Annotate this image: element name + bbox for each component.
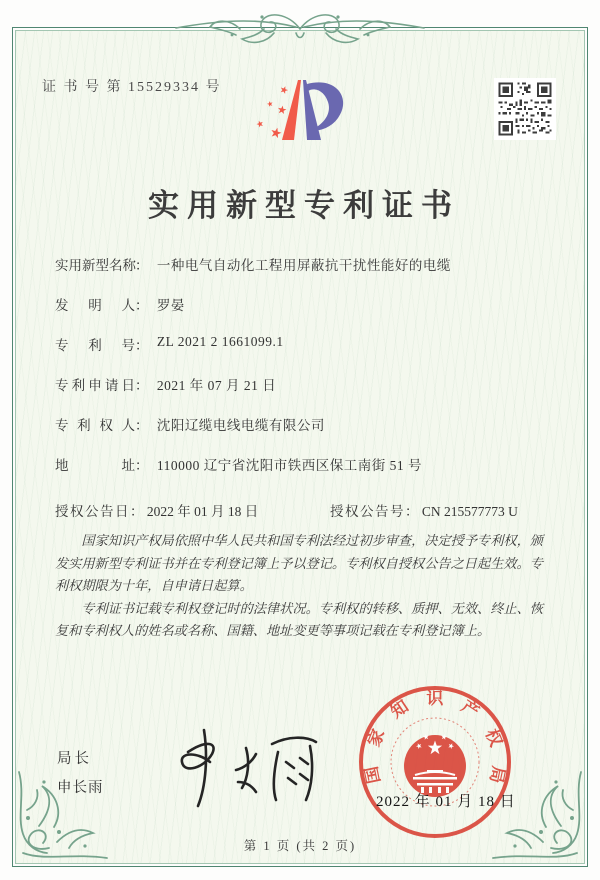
grant-number-colon: ：: [405, 504, 419, 519]
field-list: [55, 254, 560, 494]
grant-date-colon: ：: [130, 504, 144, 519]
top-flourish-ornament: [170, 5, 430, 51]
field-colon: ：: [135, 378, 149, 393]
certificate-title: 实用新型专利证书: [148, 188, 460, 223]
field-label: 实用新型名称: [55, 258, 136, 273]
field-row-filing-date: [55, 374, 560, 414]
grant-date-value: 2022 年 01 月 18 日: [146, 504, 259, 519]
grant-number-value: CN 215577773 U: [421, 504, 518, 519]
field-row-address: [55, 454, 560, 494]
field-colon: ：: [135, 338, 149, 353]
field-label: 专 利 权 人: [55, 418, 135, 433]
grant-date-label: 授权公告日: [55, 504, 130, 519]
field-value: 2021 年 07 月 21 日: [156, 378, 277, 393]
grant-row: [55, 500, 518, 520]
grant-number-label: 授权公告号: [330, 504, 405, 519]
field-row-patentee: [55, 414, 560, 454]
field-colon: ：: [135, 258, 149, 273]
field-value: 一种电气自动化工程用屏蔽抗干扰性能好的电缆: [156, 258, 451, 273]
field-label: 专利申请日: [55, 378, 135, 393]
qr-code: [494, 78, 556, 140]
cnipa-logo-icon: [248, 76, 353, 161]
field-colon: ：: [135, 298, 149, 313]
grant-number: [330, 500, 518, 520]
field-label: 发 明 人: [55, 298, 135, 313]
field-label: 地 址: [55, 458, 135, 473]
seal-date: 2022 年 01 月 18 日: [376, 794, 516, 810]
commissioner-title: 局长: [57, 751, 92, 767]
field-label: 专 利 号: [55, 338, 135, 353]
grant-date: [55, 504, 258, 519]
commissioner-name: 申长雨: [57, 780, 104, 796]
handwritten-signature: [160, 722, 320, 817]
field-value: 罗晏: [156, 298, 185, 313]
field-value: 沈阳辽缆电线电缆有限公司: [156, 418, 325, 433]
seal-text: 国家知识产权局: [361, 688, 509, 786]
legal-paragraph-1: 国家知识产权局依照中华人民共和国专利法经过初步审查，决定授予专利权，颁发实用新型专利证书并在专利登记簿上予以登记。专利权自授权公告之日起生效。专利权期限为十年，自申请日起算。: [55, 534, 543, 594]
field-value: ZL 2021 2 1661099.1: [156, 334, 284, 349]
legal-text: [55, 531, 556, 644]
cnipa-red-seal: [355, 682, 515, 842]
field-row-patent-number: [55, 334, 560, 374]
field-row-inventor: [55, 294, 560, 334]
page-number: 第 1 页 (共 2 页): [243, 839, 357, 853]
legal-paragraph-2: 专利证书记载专利权登记时的法律状况。专利权的转移、质押、无效、终止、恢复和专利权人的姓名或名称、国籍、地址变更等事项记载在专利登记簿上。: [55, 601, 543, 639]
certificate-number: 证 书 号 第 15529334 号: [42, 80, 222, 95]
field-colon: ：: [135, 418, 149, 433]
field-value: 110000 辽宁省沈阳市铁西区保工南街 51 号: [156, 458, 422, 473]
field-colon: ：: [135, 458, 149, 473]
field-row-utility-model-name: [55, 254, 560, 294]
